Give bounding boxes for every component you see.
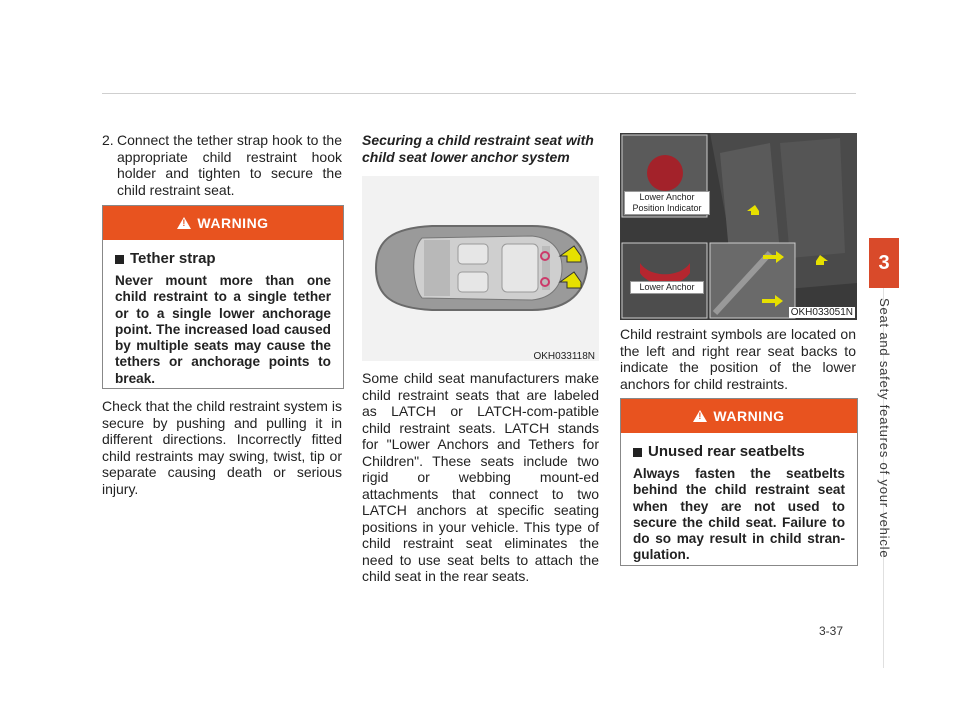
top-rule xyxy=(102,93,856,94)
warning-body: Never mount more than one child restraint to a single tether or to a single lower anchorage point. The increased load caused by multiple seats may cause the tethers or anchorage points to break. xyxy=(115,273,331,386)
step-text: Connect the tether strap hook to the appropriate child restraint hook holder and tighten to secure the child restraint seat. xyxy=(117,132,342,198)
callout-lower-anchor: Lower Anchor xyxy=(630,281,704,294)
warning-triangle-icon xyxy=(693,410,707,422)
check-paragraph: Check that the child restraint system is secure by pushing and pulling it in different directions. Incorrectly fitted child restraints may swing, twist, tip or separate causing death or serious injury. xyxy=(102,398,342,497)
step-number: 2. xyxy=(102,132,114,148)
warning-header xyxy=(103,206,343,240)
car-top-view-illustration xyxy=(362,176,599,361)
chapter-tab: 3 xyxy=(869,238,899,288)
warning-subtitle: Tether strap xyxy=(115,250,331,267)
callout-lower-anchor-position-indicator: Lower Anchor Position Indicator xyxy=(624,191,710,215)
figure-code: OKH033118N xyxy=(533,351,595,362)
warning-label: WARNING xyxy=(713,408,785,424)
rear-seat-photo xyxy=(620,133,857,320)
symbols-paragraph: Child restraint symbols are located on the left and right rear seat backs to indicate the position of the lower anchors for child restraints. xyxy=(620,326,856,392)
warning-subtitle: Unused rear seatbelts xyxy=(633,443,845,460)
warning-box-seatbelts xyxy=(620,398,858,566)
step-2 xyxy=(102,132,342,198)
page-number: 3-37 xyxy=(819,624,844,638)
warning-body: Always fasten the seatbelts behind the child restraint seat when they are not used to secure the child seat. Failure to do so may result in child stran-gulation. xyxy=(633,466,845,563)
figure-code: OKH033051N xyxy=(790,307,853,318)
bullet-square-icon xyxy=(633,448,642,457)
warning-box-tether xyxy=(102,205,344,389)
latch-paragraph: Some child seat manufacturers make child restraint seats that are labeled as LATCH or LATCH-com-patible child restraint seats. LATCH stands for "Lower Anchors and Tethers for Children". These seats include two rigid or webbing mount-ed attachments that connect to two LATCH anchors at specific seating positions in your vehicle. This type of child restraint seat eliminates the need to use seat belts to attach the child seat in the rear seats. xyxy=(362,370,599,584)
warning-header xyxy=(621,399,857,433)
section-title: Securing a child restraint seat with child seat lower anchor system xyxy=(362,132,594,165)
chapter-title: Seat and safety features of your vehicle xyxy=(877,298,892,559)
car-top-view-figure xyxy=(362,176,599,361)
warning-label: WARNING xyxy=(197,215,269,231)
warning-triangle-icon xyxy=(177,217,191,229)
bullet-square-icon xyxy=(115,255,124,264)
